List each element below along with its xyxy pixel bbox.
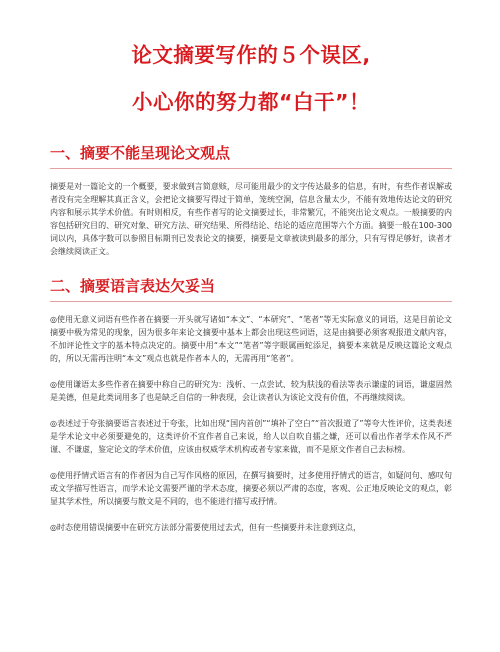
paragraph: 摘要是对一篇论文的一个概要，要求做到言简意赅，尽可能用最少的文字传达最多的信息，有时，有些作者误解或者没有完全理解其真正含义，会把论文摘要写得过于简单，笼统空洞，信息含量太少，不能有效地传达论文的研究内容和展示其学术价值。有时则相反，有些作者写的论文摘要过长，非常繁冗，不能突出论文观点。一般摘要的内容包括研究目的、研究对象、研究方法、研究结果、所得结论、结论的适应范围等六个方面。摘要一般在100-300词以内，具体字数可以参照目标期刊已发表论文的摘要，摘要是文章被读到最多的部分，只有写得足够好，读者才会继续阅读正文。 [50, 182, 452, 256]
title-line-1: 论文摘要写作的５个误区, [131, 43, 371, 67]
paragraph: ◎使用谦语太多些作者在摘要中称自己的研究为：浅析、一点尝试、较为肤浅的看法等表示谦虚的词语，谦虚固然是美德，但是此类词用多了也是缺乏自信的一种表现，会让读者认为该论文没有价值，不再继续阅读。 [50, 380, 452, 402]
section-heading: 二、摘要语言表达欠妥当 [50, 277, 216, 295]
section-2 [50, 276, 452, 534]
paragraph: ◎使用无意义词语有些作者在摘要一开头就写诸如“本文”、“本研究”、“笔者”等无实际意义的词语，这是目前论文摘要中极为常见的现象，因为很多年来论文摘要中基本上都会出现这些词语，这是由摘要必须客观报道文献内容，不加评论性文字的基本特点决定的。摘要中用“本文”“笔者”等字眼属画蛇添足，摘要本来就是反映这篇论文观点的，所以无需再注明“本文”观点也就是作者本人的，无需再用“笔者”。 [50, 315, 452, 363]
section-divider [50, 168, 452, 169]
section-divider [50, 301, 452, 302]
paragraph: ◎使用抒情式语言有的作者因为自己写作风格的原因，在撰写摘要时，过多使用抒情式的语言，如疑问句、感叹句或文学描写性语言，而学术论文需要严谨的学术态度，摘要必须以严肃的态度，客观、公正地反映论文的观点，彰显其学术性，所以摘要与散文是不同的，也不能进行描写或抒情。 [50, 471, 452, 506]
section-heading: 一、摘要不能呈现论文观点 [50, 144, 231, 162]
section-1 [50, 143, 452, 258]
paragraph: ◎表述过于夸张摘要语言表述过于夸张，比如出现“国内首创”“填补了空白”“首次报道了”等夸大性评价，这类表述是学术论文中必须要避免的，这类评价不宜作者自己来说，给人以自吹自擂之嫌，还可以看出作者学术作风不严谨、不谦虚，鉴定论文的学术价值，应该由权威学术机构或者专家来做，而不是原文作者自己去标榜。 [50, 419, 452, 454]
title-line-2: 小心你的努力都“白干”！ [132, 90, 370, 114]
paragraph: ◎时态使用错误摘要中在研究方法部分需要使用过去式，但有一些摘要并未注意到这点， [50, 523, 361, 532]
article-title [50, 40, 452, 117]
